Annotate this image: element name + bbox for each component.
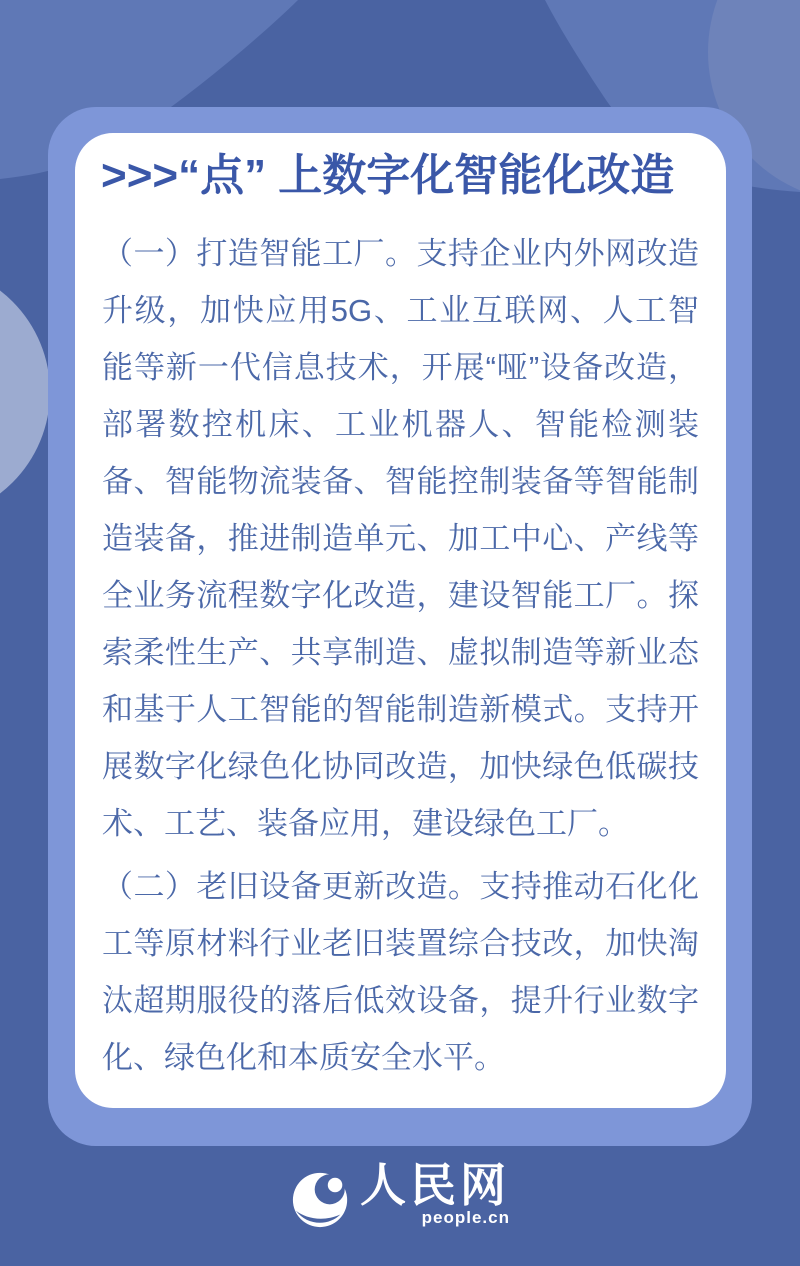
footer-brand xyxy=(0,1160,800,1230)
paragraph-2: （二）老旧设备更新改造。支持推动石化化工等原材料行业老旧装置综合技改，加快淘汰超期服役的落后低效设备，提升行业数字化、绿色化和本质安全水平。 xyxy=(102,869,699,1075)
content-card xyxy=(75,133,726,1108)
article-body xyxy=(102,225,699,1086)
brand-name-chinese: 人民网 xyxy=(360,1158,510,1212)
left-edge-circle xyxy=(0,264,50,520)
brand-text-block xyxy=(360,1160,510,1228)
card-outer-frame xyxy=(48,107,752,1146)
paragraph-1: （一）打造智能工厂。支持企业内外网改造升级，加快应用5G、工业互联网、人工智能等新一代信息技术，开展“哑”设备改造，部署数控机床、工业机器人、智能检测装备、智能物流装备、智能控制装备等智能制造装备，推进制造单元、加工中心、产线等全业务流程数字化改造，建设智能工厂。探索柔性生产、共享制造、虚拟制造等新业态和基于人工智能的智能制造新模式。支持开展数字化绿色化协同改造，加快绿色低碳技术、工艺、装备应用，建设绿色工厂。 xyxy=(102,236,699,841)
brand-domain-text: people.cn xyxy=(421,1208,510,1227)
page-title: >>>“点” 上数字化智能化改造 xyxy=(101,151,675,200)
people-cn-globe-swirl-icon xyxy=(290,1168,352,1230)
